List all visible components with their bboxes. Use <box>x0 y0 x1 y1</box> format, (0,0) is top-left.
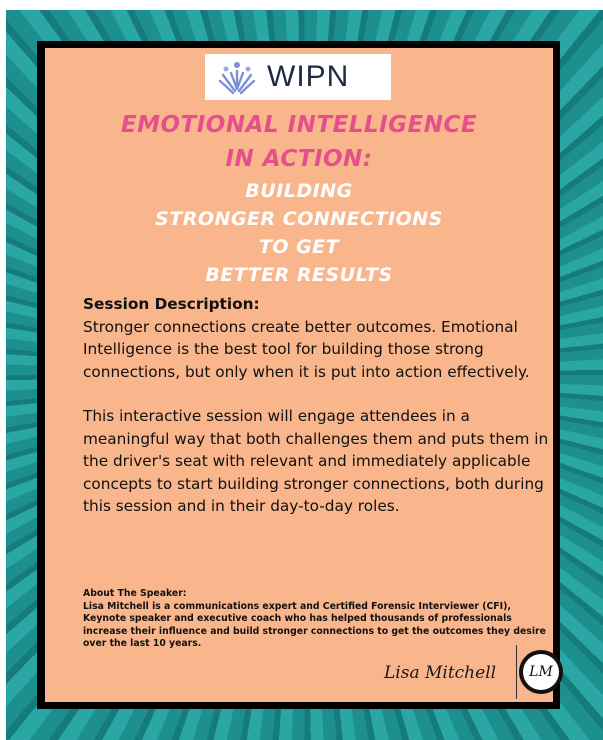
speaker-heading: About The Speaker: <box>83 588 187 599</box>
monogram-text: LM <box>523 654 559 690</box>
speaker-bio: Lisa Mitchell is a communications expert and Certified Forensic Interviewer (CFI), Keynote speaker and executive coach who has helped thousands of professionals increase their influence and build stronger connections to get the outcomes they desire over the last 10 years. <box>83 600 546 649</box>
title-line-6: BETTER RESULTS <box>205 264 393 286</box>
monogram-badge <box>519 650 563 694</box>
about-speaker <box>83 588 553 651</box>
wipn-people-icon <box>217 59 257 95</box>
title-line-5: TO GET <box>258 236 340 258</box>
session-paragraph-1: Stronger connections create better outcomes. Emotional Intelligence is the best tool for building those strong connections, but only when it is put into action effectively. <box>83 317 530 381</box>
wipn-logo <box>205 54 391 100</box>
title-line-3: BUILDING <box>245 180 353 202</box>
session-description <box>83 293 553 518</box>
title-line-1: EMOTIONAL INTELLIGENCE <box>120 112 478 138</box>
title-line-4: STRONGER CONNECTIONS <box>155 208 443 230</box>
signature: Lisa Mitchell <box>384 663 497 683</box>
title-line-2: IN ACTION: <box>225 146 373 172</box>
signature-divider <box>516 645 517 699</box>
session-paragraph-2: This interactive session will engage attendees in a meaningful way that both challenges them and puts them in the driver's seat with relevant and immediately applicable concepts to start building stronger connections, both during this session and in their day-to-day roles. <box>83 407 549 515</box>
logo-text: WIPN <box>267 60 350 93</box>
session-heading: Session Description: <box>83 295 260 313</box>
